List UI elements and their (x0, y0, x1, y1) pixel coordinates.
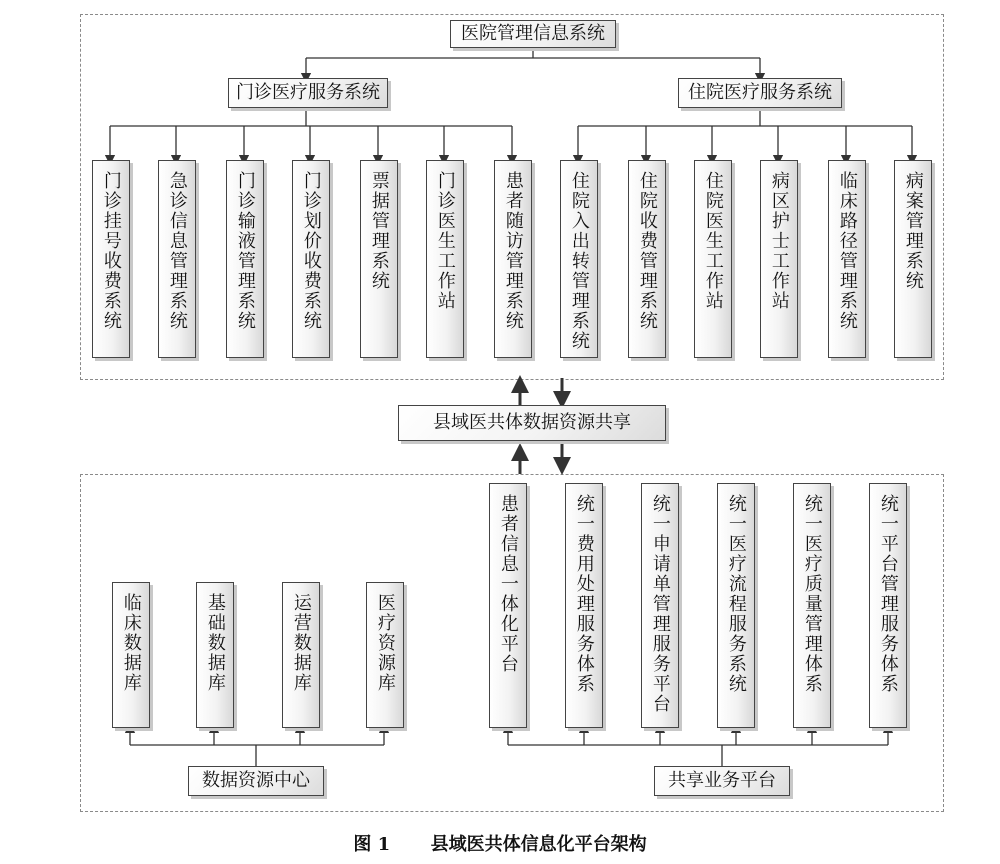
platform-item: 统一医疗流程服务系统 (717, 483, 755, 728)
database-item: 医疗资源库 (366, 582, 404, 728)
outpatient-item: 门诊划价收费系统 (292, 160, 330, 358)
root-node-his: 医院管理信息系统 (450, 20, 616, 48)
outpatient-item: 急诊信息管理系统 (158, 160, 196, 358)
outpatient-item: 门诊输液管理系统 (226, 160, 264, 358)
outpatient-item: 患者随访管理系统 (494, 160, 532, 358)
platform-item: 统一平台管理服务体系 (869, 483, 907, 728)
inpatient-item: 病案管理系统 (894, 160, 932, 358)
inpatient-item: 住院收费管理系统 (628, 160, 666, 358)
platform-item: 统一费用处理服务体系 (565, 483, 603, 728)
database-item: 基础数据库 (196, 582, 234, 728)
database-item: 临床数据库 (112, 582, 150, 728)
inpatient-item: 临床路径管理系统 (828, 160, 866, 358)
database-item: 运营数据库 (282, 582, 320, 728)
shared-platform-node: 共享业务平台 (654, 766, 790, 796)
outpatient-item: 门诊医生工作站 (426, 160, 464, 358)
platform-item: 患者信息一体化平台 (489, 483, 527, 728)
figure-number: 图 1 (353, 834, 391, 855)
figure-caption (0, 830, 1000, 856)
outpatient-system-node: 门诊医疗服务系统 (228, 78, 388, 108)
platform-item: 统一申请单管理服务平台 (641, 483, 679, 728)
figure-title: 县域医共体信息化平台架构 (430, 834, 647, 855)
outpatient-item: 门诊挂号收费系统 (92, 160, 130, 358)
inpatient-system-node: 住院医疗服务系统 (678, 78, 842, 108)
data-sharing-node: 县域医共体数据资源共享 (398, 405, 666, 441)
outpatient-item: 票据管理系统 (360, 160, 398, 358)
inpatient-item: 住院入出转管理系统 (560, 160, 598, 358)
inpatient-item: 住院医生工作站 (694, 160, 732, 358)
data-center-node: 数据资源中心 (188, 766, 324, 796)
platform-item: 统一医疗质量管理体系 (793, 483, 831, 728)
inpatient-item: 病区护士工作站 (760, 160, 798, 358)
